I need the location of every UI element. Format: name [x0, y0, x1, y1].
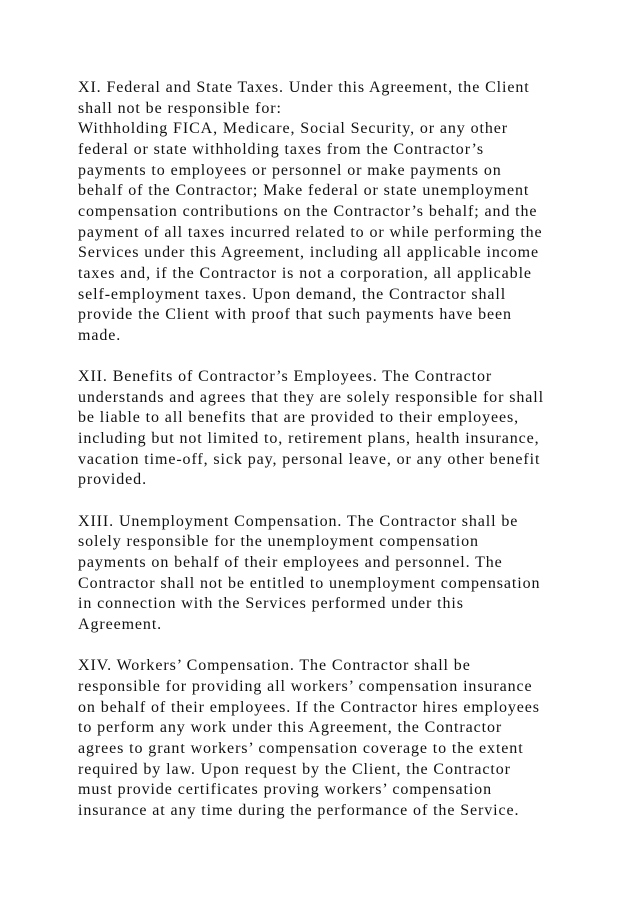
text-line: self-employment taxes. Upon demand, the Contractor shall: [78, 285, 507, 303]
text-line: XII. Benefits of Contractor’s Employees. The Contractor: [78, 368, 493, 386]
paragraph-gap: [78, 347, 578, 368]
text-line: vacation time-off, sick pay, personal leave, or any other benefit: [78, 450, 541, 468]
text-line: XIV. Workers’ Compensation. The Contractor shall be: [78, 657, 471, 675]
text-line: Withholding FICA, Medicare, Social Security, or any other: [78, 120, 508, 138]
text-line: to perform any work under this Agreement, the Contractor: [78, 719, 503, 737]
text-line: responsible for providing all workers’ compensation insurance: [78, 677, 533, 695]
section-unemployment-compensation: [78, 512, 578, 636]
text-line: required by law. Upon request by the Client, the Contractor: [78, 760, 511, 778]
text-line: Contractor shall not be entitled to unemployment compensation: [78, 574, 541, 592]
text-line: be liable to all benefits that are provided to their employees,: [78, 409, 520, 427]
text-line: taxes and, if the Contractor is not a corporation, all applicable: [78, 264, 532, 282]
text-line: solely responsible for the unemployment compensation: [78, 533, 479, 551]
text-line: including but not limited to, retirement plans, health insurance,: [78, 430, 540, 448]
text-line: must provide certificates proving workers’ compensation: [78, 781, 492, 799]
paragraph-gap: [78, 636, 578, 657]
text-line: payment of all taxes incurred related to or while performing the: [78, 223, 543, 241]
text-line: understands and agrees that they are solely responsible for shall: [78, 388, 544, 406]
text-line: behalf of the Contractor; Make federal or state unemployment: [78, 182, 530, 200]
paragraph-gap: [78, 491, 578, 512]
text-line: XIII. Unemployment Compensation. The Contractor shall be: [78, 512, 519, 530]
text-line: shall not be responsible for:: [78, 99, 282, 117]
text-line: federal or state withholding taxes from the Contractor’s: [78, 140, 485, 158]
text-line: Services under this Agreement, including all applicable income: [78, 244, 540, 262]
text-line: on behalf of their employees. If the Contractor hires employees: [78, 698, 540, 716]
text-line: agrees to grant workers’ compensation coverage to the extent: [78, 739, 524, 757]
section-federal-state-taxes: [78, 78, 578, 347]
text-line: payments on behalf of their employees and personnel. The: [78, 554, 503, 572]
text-line: insurance at any time during the performance of the Service.: [78, 801, 520, 819]
document-body: [78, 78, 578, 822]
text-line: Agreement.: [78, 616, 163, 634]
text-line: provided.: [78, 471, 147, 489]
text-line: XI. Federal and State Taxes. Under this Agreement, the Client: [78, 79, 530, 96]
section-workers-compensation: [78, 656, 578, 821]
text-line: compensation contributions on the Contractor’s behalf; and the: [78, 202, 538, 220]
text-line: made.: [78, 326, 122, 344]
text-line: provide the Client with proof that such payments have been: [78, 306, 512, 324]
section-benefits-of-employees: [78, 367, 578, 491]
text-line: in connection with the Services performed under this: [78, 595, 464, 613]
text-line: payments to employees or personnel or make payments on: [78, 161, 502, 179]
